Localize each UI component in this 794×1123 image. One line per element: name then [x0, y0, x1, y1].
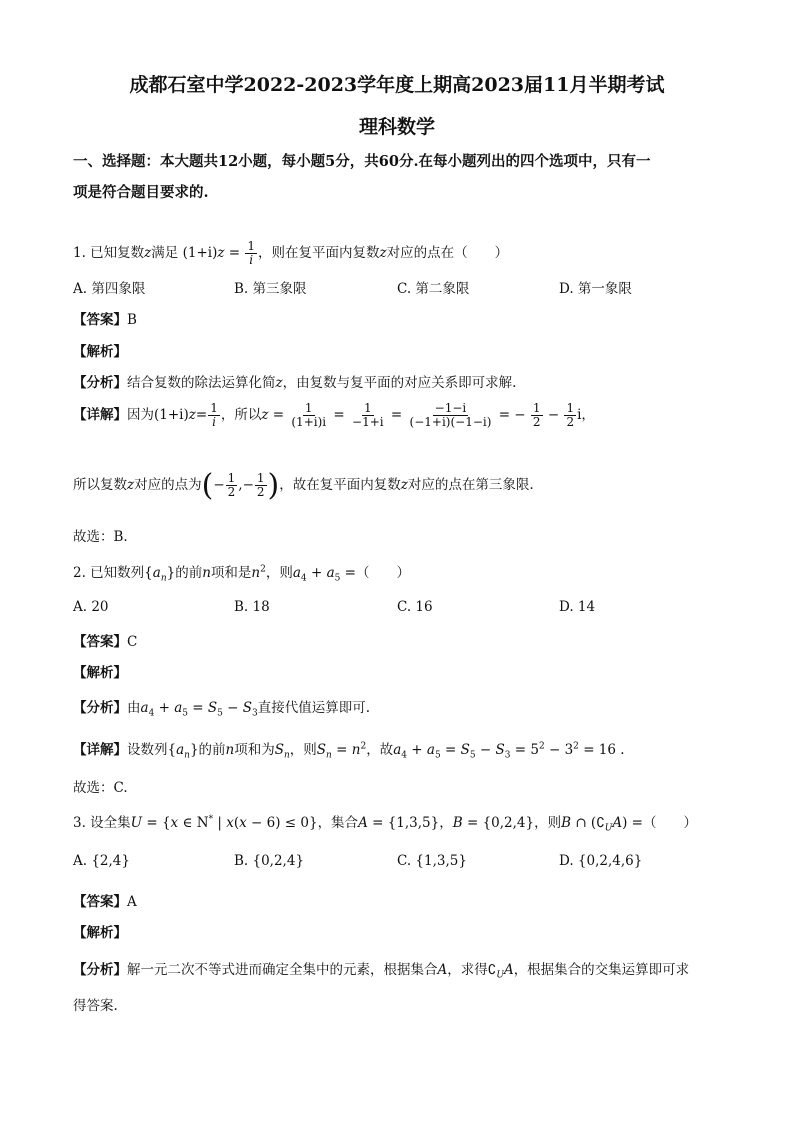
q1-option-a: A. 第四象限	[73, 281, 146, 297]
q2-option-d: D. 14	[559, 599, 596, 615]
q3-answer: 【答案】A	[73, 894, 137, 910]
q1-analysis-label: 【解析】	[73, 344, 127, 360]
q1-option-b: B. 第三象限	[234, 281, 307, 297]
q2-analysis-label: 【解析】	[73, 665, 127, 681]
q2-option-a: A. 20	[73, 599, 109, 615]
exam-subtitle: 理科数学	[358, 116, 435, 138]
q1-stem: 1. 已知复数z满足 (1+i)z = $\frac{1}{i}$ ，则在复平面内复数z对应的点在（ ）	[73, 239, 509, 267]
q1-answer: 【答案】B	[73, 312, 137, 328]
q1-fenxi: 【分析】结合复数的除法运算化简z，由复数与复平面的对应关系即可求解.	[73, 375, 517, 391]
q2-detail: 【详解】设数列$\{a_n\}$的前n项和为$S_n$，则$S_n = n^2$，故$a_4 + a_5 = S_5 - S_3 = 5^2 - 3^2 = 16$ .	[73, 741, 625, 761]
q3-stem: 3. 设全集U = {x ∈ N* | x(x − 6) ≤ 0}，集合A = {1,3,5}，B = {0,2,4}，则B ∩ $(∁_UA)$ =（ ）	[73, 814, 697, 834]
q3-option-a: A. {2,4}	[73, 853, 130, 869]
q3-fenxi: 【分析】解一元二次不等式进而确定全集中的元素，根据集合A，求得$∁_UA$，根据集合的交集运算即可求	[73, 962, 690, 981]
q1-option-c: C. 第二象限	[397, 281, 470, 297]
exam-title: 成都石室中学2022-2023学年度上期高2023届11月半期考试	[129, 74, 665, 96]
q2-option-b: B. 18	[234, 599, 270, 615]
q2-answer: 【答案】C	[73, 634, 138, 650]
q1-choose: 故选：B.	[73, 529, 128, 545]
q2-option-c: C. 16	[397, 599, 433, 615]
q1-option-d: D. 第一象限	[559, 281, 632, 297]
q3-option-b: B. {0,2,4}	[234, 853, 305, 869]
q3-fenxi-cont: 得答案.	[73, 998, 118, 1014]
q1-point: 所以复数z对应的点为(− $\frac{1}{2}$ ,− $\frac{1}{2}$ )，故在复平面内复数z对应的点在第三象限.	[73, 468, 534, 503]
section-heading: 一、选择题：本大题共12小题，每小题5分，共60分.在每小题列出的四个选项中，只有一 项是符合题目要求的.	[73, 153, 651, 201]
q3-option-c: C. {1,3,5}	[397, 853, 467, 869]
q2-fenxi: 【分析】由$a_4 + a_5 = S_5 - S_3$直接代值运算即可.	[73, 700, 371, 719]
q3-option-d: D. {0,2,4,6}	[559, 853, 643, 869]
q3-analysis-label: 【解析】	[73, 925, 127, 941]
q1-detail: 【详解】因为(1+i)z= $\frac{1}{i}$ ，所以z = $\frac{1}{(1+i)i}$ = $\frac{1}{-1+i}$ = $\frac{-1-i}{(-1+i)(-1-i)}$ = − $\frac{1}{2}$ − $\frac{1}{2}$ i，	[73, 401, 595, 429]
q2-stem: 2. 已知数列$\{a_n\}$的前n项和是$n^2$，则$a_4 + a_5$ =（ ）	[73, 564, 410, 584]
q2-choose: 故选：C.	[73, 780, 128, 796]
